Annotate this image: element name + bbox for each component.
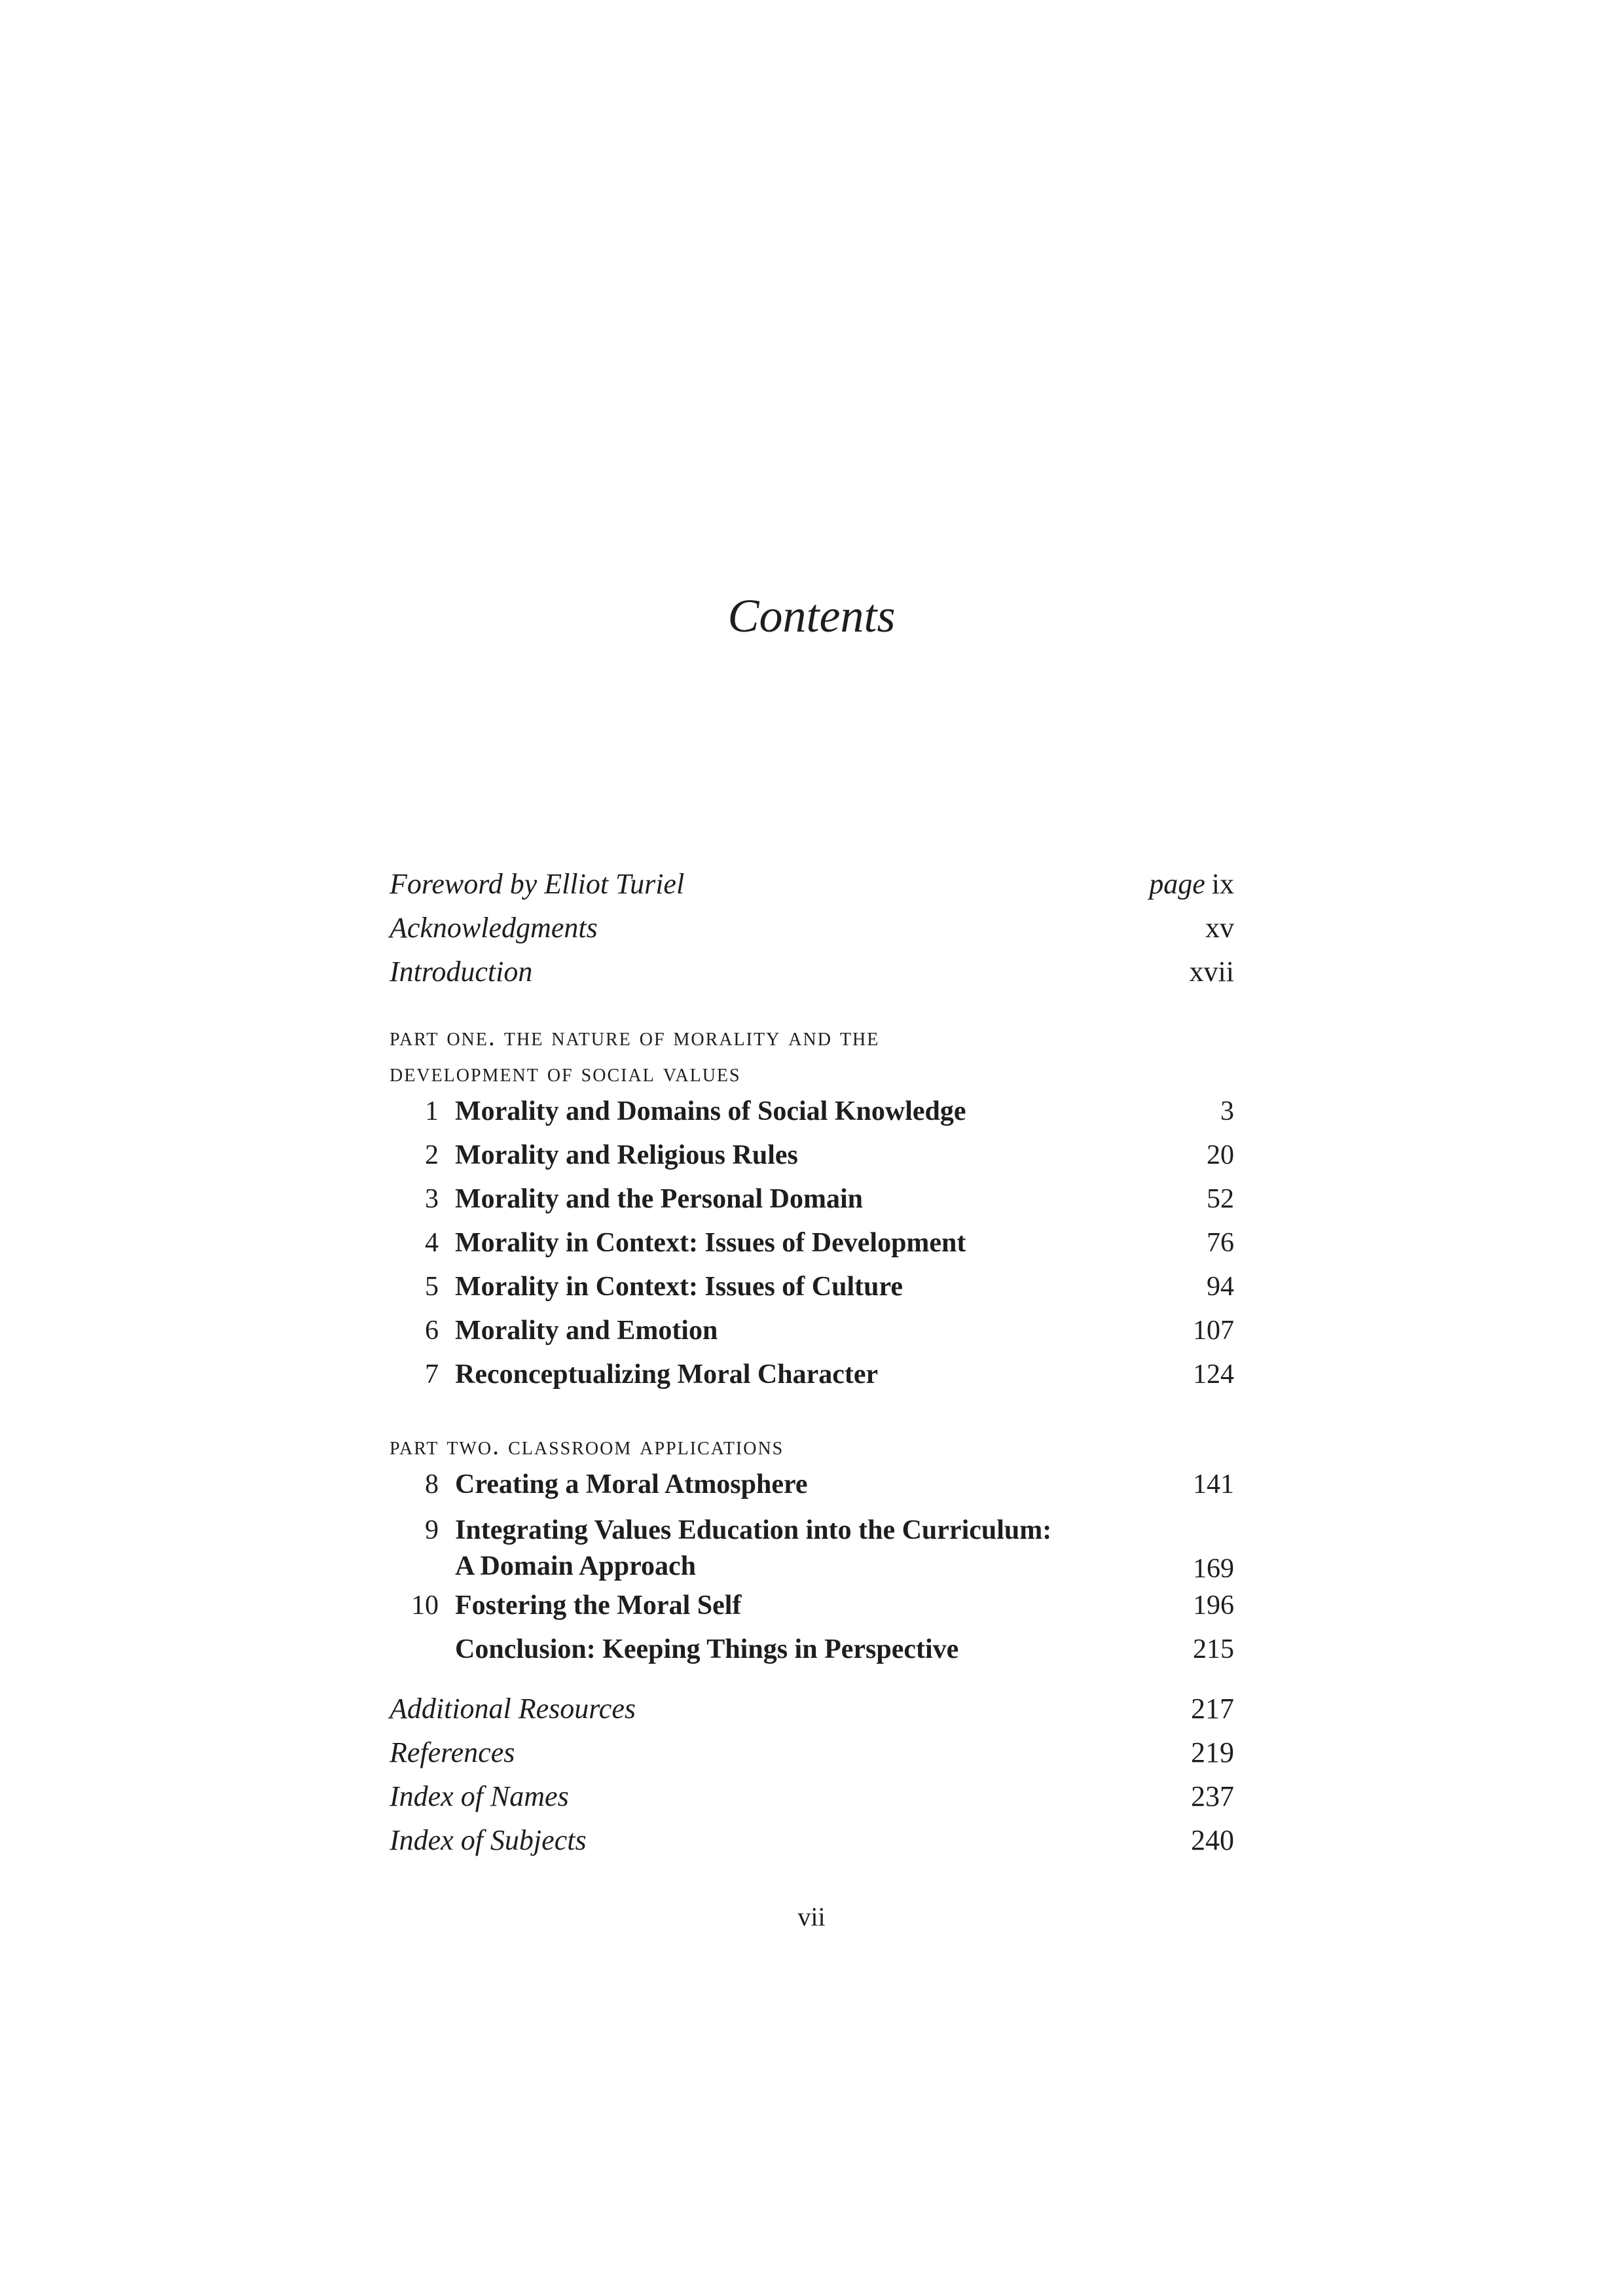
toc-chapter-4 (390, 1227, 1234, 1271)
toc-entry-label: Additional Resources (390, 1693, 636, 1725)
toc-chapter-3 (390, 1183, 1234, 1227)
toc-conclusion (390, 1634, 1234, 1677)
chapter-title: Conclusion: Keeping Things in Perspective (455, 1634, 959, 1664)
chapter-number: 7 (425, 1359, 439, 1390)
part-heading-line: development of social values (390, 1058, 741, 1087)
chapter-page: 20 (1207, 1140, 1234, 1170)
toc-chapter-5 (390, 1271, 1234, 1315)
chapter-number: 8 (425, 1469, 439, 1499)
toc-entry-label: Acknowledgments (390, 912, 598, 944)
toc-entry-label: Introduction (390, 956, 533, 988)
chapter-title (439, 1513, 1193, 1585)
chapter-title: Morality and Religious Rules (455, 1140, 798, 1170)
toc-entry-additional-resources (390, 1692, 1234, 1736)
toc-chapter-2 (390, 1139, 1234, 1183)
toc-chapter-7 (390, 1359, 1234, 1403)
page-folio: vii (797, 1902, 826, 1931)
chapter-title: Morality and the Personal Domain (455, 1184, 863, 1214)
toc-entry-index-of-names (390, 1780, 1234, 1823)
chapter-page: 76 (1207, 1228, 1234, 1258)
toc-entry-introduction (390, 955, 1234, 999)
toc-entry-label: Foreword by Elliot Turiel (390, 868, 685, 900)
chapter-title: Morality in Context: Issues of Development (455, 1228, 966, 1258)
toc-entry-foreword (390, 867, 1234, 911)
part-one-heading (390, 1018, 1234, 1090)
chapter-page: 52 (1207, 1184, 1234, 1214)
chapter-page: 215 (1193, 1634, 1234, 1664)
toc-entry-index-of-subjects (390, 1823, 1234, 1867)
chapter-title: Morality and Domains of Social Knowledge (455, 1096, 966, 1126)
toc-entry-page: 217 (1191, 1693, 1234, 1725)
toc-entry-acknowledgments (390, 911, 1234, 955)
toc-entry-label: Index of Subjects (390, 1824, 587, 1856)
table-of-contents (390, 867, 1234, 1867)
chapter-page: 124 (1193, 1359, 1234, 1390)
chapter-number: 1 (425, 1096, 439, 1126)
page-title: Contents (727, 590, 896, 642)
toc-entry-page (1149, 867, 1234, 901)
toc-entry-page: xvii (1189, 956, 1234, 988)
toc-entry-page: 237 (1191, 1780, 1234, 1812)
part-two-heading (390, 1427, 1234, 1463)
toc-entry-page: xv (1205, 912, 1234, 944)
chapter-title: Creating a Moral Atmosphere (455, 1469, 808, 1499)
chapter-number: 3 (425, 1184, 439, 1214)
chapter-page: 3 (1220, 1096, 1234, 1126)
toc-entry-references (390, 1736, 1234, 1780)
chapter-page: 94 (1207, 1272, 1234, 1302)
chapter-page: 107 (1193, 1316, 1234, 1346)
chapter-title: Reconceptualizing Moral Character (455, 1359, 879, 1390)
toc-entry-label: References (390, 1736, 515, 1768)
part-heading-line: part one. the nature of morality and the (390, 1022, 880, 1051)
toc-entry-page: 219 (1191, 1736, 1234, 1768)
page-prefix: page (1149, 868, 1205, 900)
toc-entry-label: Index of Names (390, 1780, 569, 1812)
toc-chapter-6 (390, 1315, 1234, 1359)
chapter-number: 6 (425, 1316, 439, 1346)
page-number: ix (1211, 868, 1234, 900)
chapter-title: Fostering the Moral Self (455, 1590, 742, 1621)
chapter-title: Morality in Context: Issues of Culture (455, 1272, 903, 1302)
toc-entry-page: 240 (1191, 1824, 1234, 1856)
chapter-title-line: A Domain Approach (455, 1551, 696, 1581)
chapter-number: 10 (411, 1590, 439, 1621)
chapter-page: 169 (1193, 1554, 1234, 1584)
toc-chapter-1 (390, 1096, 1234, 1139)
chapter-number: 4 (425, 1228, 439, 1258)
toc-chapter-8 (390, 1469, 1234, 1513)
toc-chapter-10 (390, 1590, 1234, 1634)
part-heading-line: part two. classroom applications (390, 1431, 784, 1460)
chapter-title-line: Integrating Values Education into the Curriculum: (455, 1515, 1052, 1545)
chapter-page: 196 (1193, 1590, 1234, 1621)
chapter-number: 2 (425, 1140, 439, 1170)
chapter-title: Morality and Emotion (455, 1316, 718, 1346)
chapter-number: 9 (425, 1515, 439, 1545)
chapter-page: 141 (1193, 1469, 1234, 1499)
chapter-number: 5 (425, 1272, 439, 1302)
toc-chapter-9 (390, 1513, 1234, 1590)
